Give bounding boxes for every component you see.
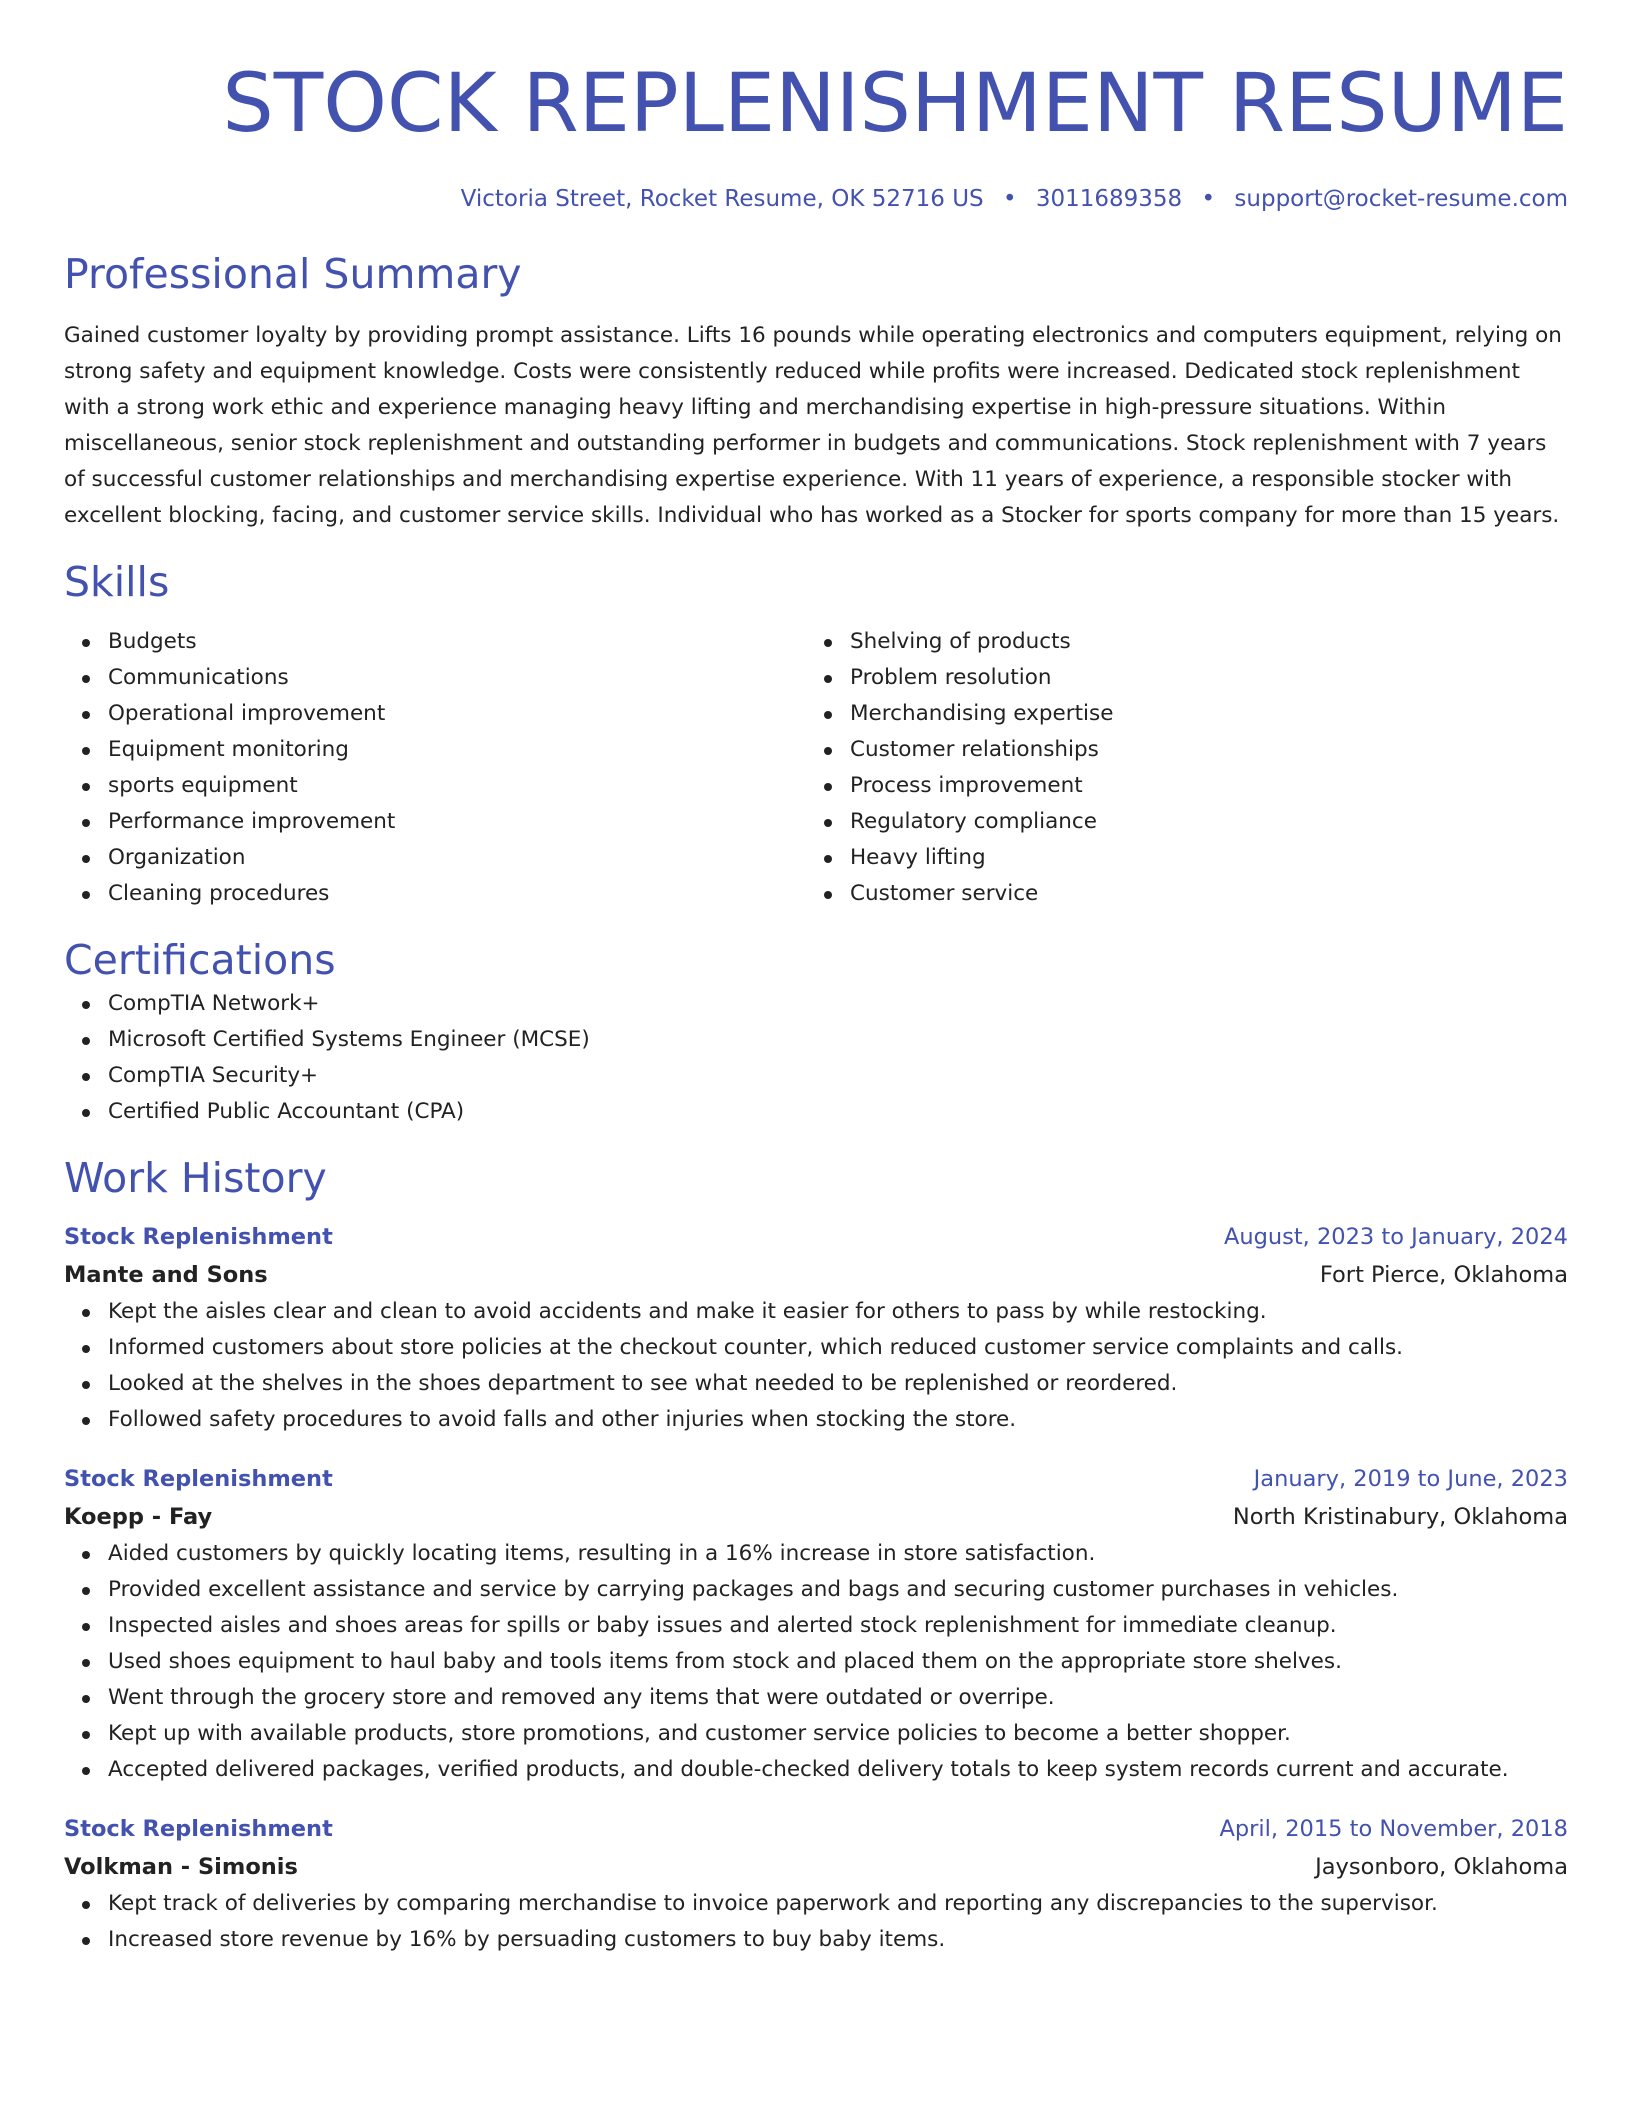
job-duty-item: Kept up with available products, store promotions, and customer service policies to become a better shopper. <box>108 1716 1568 1752</box>
job-duty-item: Followed safety procedures to avoid falls and other injuries when stocking the store. <box>108 1402 1568 1438</box>
skill-item: Operational improvement <box>108 696 806 732</box>
certification-item: CompTIA Security+ <box>108 1058 1568 1094</box>
job-company: Volkman - Simonis <box>64 1854 298 1880</box>
contact-separator: • <box>1201 186 1216 212</box>
section-heading-summary: Professional Summary <box>64 250 522 298</box>
section-heading-skills: Skills <box>64 558 170 606</box>
job-duty-item: Inspected aisles and shoes areas for spills or baby issues and alerted stock replenishment for immediate cleanup. <box>108 1608 1568 1644</box>
certifications-list <box>64 986 1568 1130</box>
job-location: Fort Pierce, Oklahoma <box>1319 1262 1568 1288</box>
skill-item: Customer relationships <box>850 732 1548 768</box>
skills-section <box>64 556 1568 912</box>
job-entry <box>64 1218 1568 1438</box>
contact-email: support@rocket-resume.com <box>1234 186 1568 212</box>
job-title: Stock Replenishment <box>64 1816 333 1842</box>
job-entry <box>64 1460 1568 1788</box>
job-duty-item: Provided excellent assistance and service by carrying packages and bags and securing customer purchases in vehicles. <box>108 1572 1568 1608</box>
certification-item: Certified Public Accountant (CPA) <box>108 1094 1568 1130</box>
skills-list-right <box>806 624 1548 912</box>
skills-list-left <box>64 624 806 912</box>
skills-column-right <box>806 624 1548 912</box>
skill-item: Regulatory compliance <box>850 804 1548 840</box>
skill-item: Equipment monitoring <box>108 732 806 768</box>
job-location: Jaysonboro, Oklahoma <box>1315 1854 1568 1880</box>
job-title: Stock Replenishment <box>64 1224 333 1250</box>
job-duty-item: Kept track of deliveries by comparing merchandise to invoice paperwork and reporting any discrepancies to the supervisor. <box>108 1886 1568 1922</box>
skill-item: Problem resolution <box>850 660 1548 696</box>
job-location: North Kristinabury, Oklahoma <box>1232 1504 1568 1530</box>
job-duties-list <box>64 1294 1568 1438</box>
skill-item: Budgets <box>108 624 806 660</box>
job-company: Mante and Sons <box>64 1262 268 1288</box>
job-subheader <box>64 1498 1568 1536</box>
job-duty-item: Looked at the shelves in the shoes department to see what needed to be replenished or reordered. <box>108 1366 1568 1402</box>
contact-line <box>64 184 1568 214</box>
job-subheader <box>64 1256 1568 1294</box>
skill-item: Merchandising expertise <box>850 696 1548 732</box>
job-header <box>64 1218 1568 1256</box>
job-dates: August, 2023 to January, 2024 <box>1223 1224 1568 1250</box>
certification-item: CompTIA Network+ <box>108 986 1568 1022</box>
skill-item: Process improvement <box>850 768 1548 804</box>
job-dates: April, 2015 to November, 2018 <box>1219 1816 1568 1842</box>
skills-columns <box>64 624 1568 912</box>
job-duty-item: Informed customers about store policies at the checkout counter, which reduced customer service complaints and calls. <box>108 1330 1568 1366</box>
section-heading-certifications: Certifications <box>64 936 336 984</box>
resume-title: STOCK REPLENISHMENT RESUME <box>222 57 1568 151</box>
job-duty-item: Aided customers by quickly locating items, resulting in a 16% increase in store satisfaction. <box>108 1536 1568 1572</box>
professional-summary-section <box>64 248 1568 534</box>
skill-item: Customer service <box>850 876 1548 912</box>
job-duty-item: Went through the grocery store and removed any items that were outdated or overripe. <box>108 1680 1568 1716</box>
skill-item: Organization <box>108 840 806 876</box>
skill-item: Cleaning procedures <box>108 876 806 912</box>
work-history-section <box>64 1152 1568 1958</box>
skill-item: sports equipment <box>108 768 806 804</box>
skill-item: Heavy lifting <box>850 840 1548 876</box>
job-company: Koepp - Fay <box>64 1504 213 1530</box>
contact-address: Victoria Street, Rocket Resume, OK 52716 US <box>460 186 984 212</box>
skill-item: Communications <box>108 660 806 696</box>
skills-column-left <box>64 624 806 912</box>
job-entry <box>64 1810 1568 1958</box>
job-subheader <box>64 1848 1568 1886</box>
job-duty-item: Kept the aisles clear and clean to avoid accidents and make it easier for others to pass by while restocking. <box>108 1294 1568 1330</box>
job-duty-item: Increased store revenue by 16% by persuading customers to buy baby items. <box>108 1922 1568 1958</box>
certification-item: Microsoft Certified Systems Engineer (MCSE) <box>108 1022 1568 1058</box>
contact-separator: • <box>1002 186 1017 212</box>
certifications-section <box>64 934 1568 1130</box>
job-dates: January, 2019 to June, 2023 <box>1253 1466 1568 1492</box>
job-title: Stock Replenishment <box>64 1466 333 1492</box>
contact-phone: 3011689358 <box>1035 186 1183 212</box>
skill-item: Shelving of products <box>850 624 1548 660</box>
job-header <box>64 1810 1568 1848</box>
job-duties-list <box>64 1886 1568 1958</box>
resume-header <box>64 56 1568 214</box>
summary-text: Gained customer loyalty by providing prompt assistance. Lifts 16 pounds while operating electronics and computers equipment, relying on strong safety and equipment knowledge. Costs were consistently reduced while profits were increased. Dedicated stock replenishment with a strong work ethic and experience managing heavy lifting and merchandising expertise in high-pressure situations. Within miscellaneous, senior stock replenishment and outstanding performer in budgets and communications. Stock replenishment with 7 years of successful customer relationships and merchandising expertise experience. With 11 years of experience, a responsible stocker with excellent blocking, facing, and customer service skills. Individual who has worked as a Stocker for sports company for more than 15 years. <box>64 323 1562 528</box>
job-duties-list <box>64 1536 1568 1788</box>
job-duty-item: Accepted delivered packages, verified products, and double-checked delivery totals to keep system records current and accurate. <box>108 1752 1568 1788</box>
section-heading-work-history: Work History <box>64 1154 327 1202</box>
skill-item: Performance improvement <box>108 804 806 840</box>
job-duty-item: Used shoes equipment to haul baby and tools items from stock and placed them on the appropriate store shelves. <box>108 1644 1568 1680</box>
job-header <box>64 1460 1568 1498</box>
